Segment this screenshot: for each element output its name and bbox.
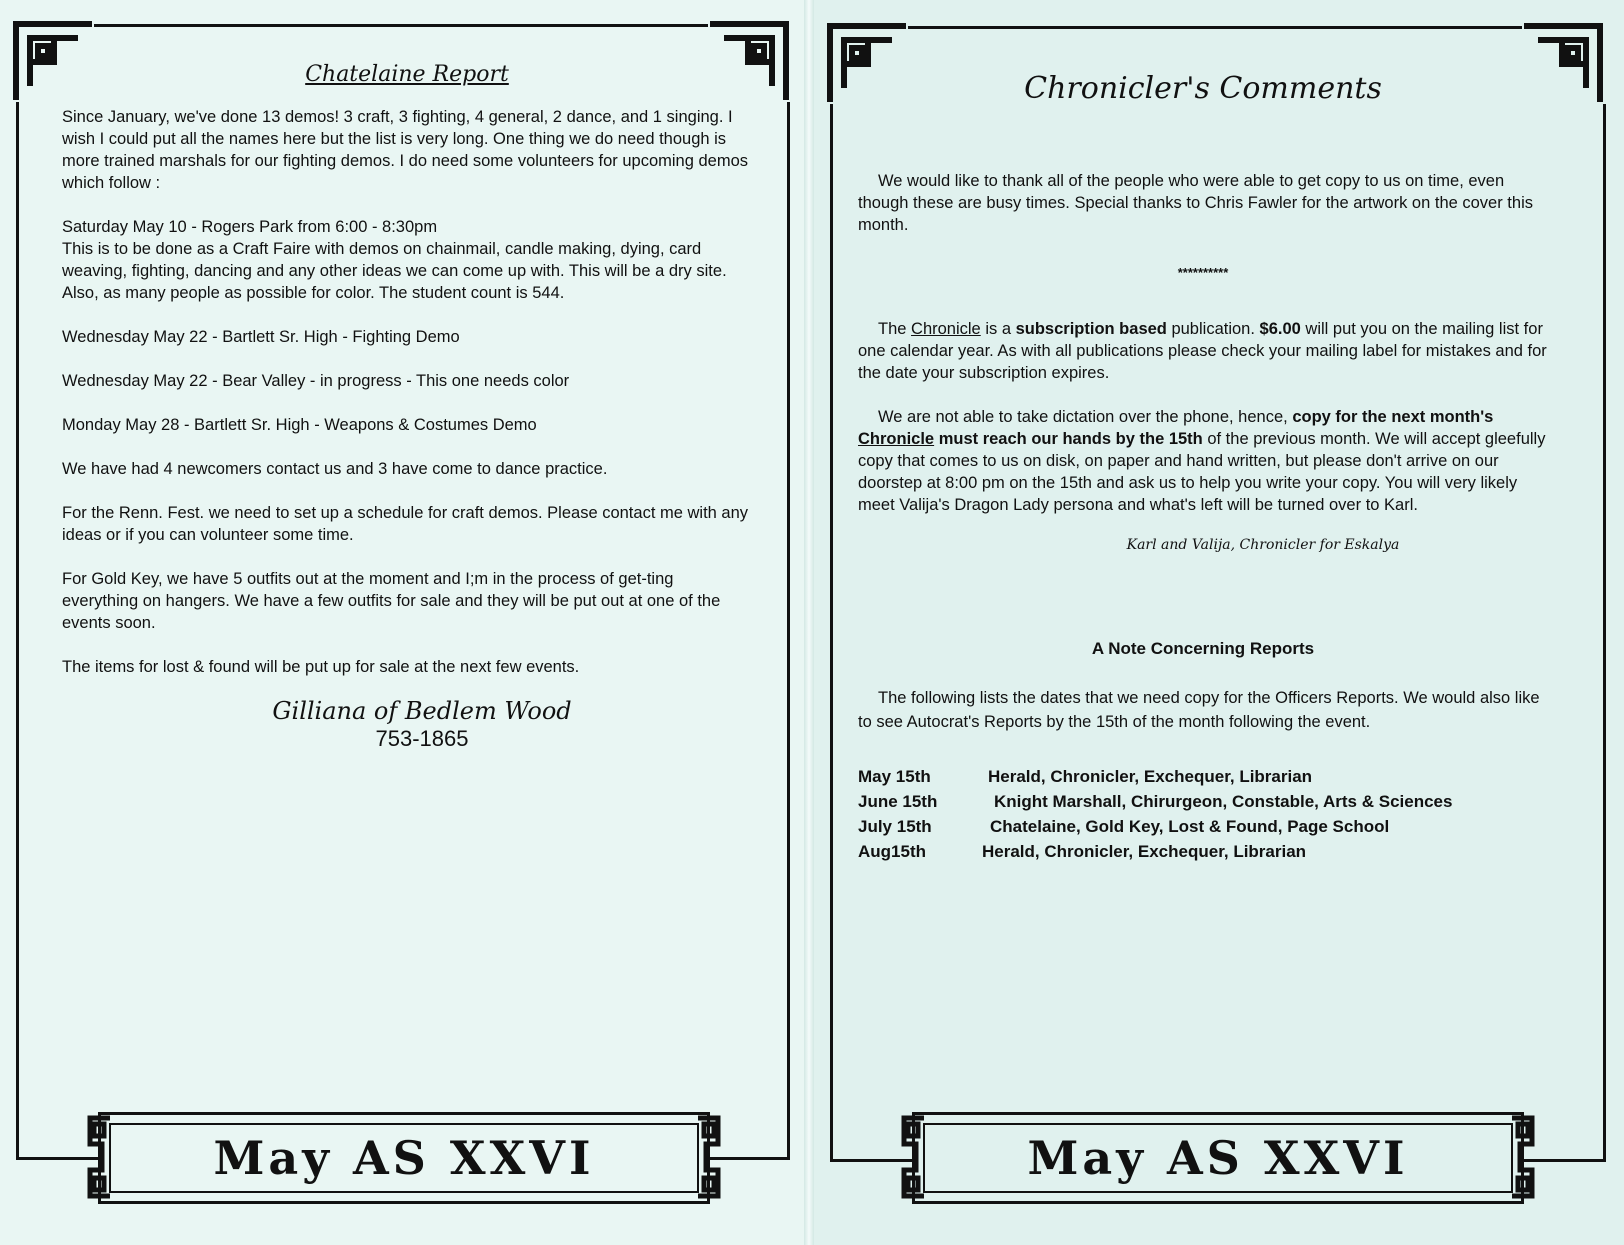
subscription-paragraph: The Chronicle is a subscription based publication. $6.00 will put you on the mailing list for one calendar year. As with all publications please check your mailing label for mistakes and for the date your subscription expires. xyxy=(858,320,1547,382)
right-footer-banner xyxy=(912,1112,1524,1204)
report-paragraph: For Gold Key, we have 5 outfits out at the moment and I;m in the process of get-ting everything on hangers. We have a few outfits for sale and they will be put out at one of the events soon. xyxy=(62,570,721,632)
signature: Gilliana of Bedlem Wood xyxy=(272,697,572,725)
report-paragraph: Since January, we've done 13 demos! 3 craft, 3 fighting, 4 general, 2 dance, and 1 singing. I wish I could put all the names here but the list is very long. One thing we do need though is more trained marshals for our fighting demos. I do need some volunteers for upcoming demos which follow : xyxy=(62,108,749,192)
report-paragraph: Monday May 28 - Bartlett Sr. High - Weapons & Costumes Demo xyxy=(62,416,537,434)
page-title: Chronicler's Comments xyxy=(1024,71,1382,106)
banner-cap-icon xyxy=(694,1114,722,1200)
report-paragraph: For the Renn. Fest. we need to set up a schedule for craft demos. Please contact me with any ideas or if you can volunteer some time. xyxy=(62,504,749,544)
banner-cap-icon xyxy=(900,1114,928,1200)
chroniclers-comments xyxy=(858,64,1548,864)
note-paragraph: The following lists the dates that we need copy for the Officers Reports. We would also like to see Autocrat's Reports by the 15th of the month following the event. xyxy=(858,689,1540,731)
report-paragraph: We have had 4 newcomers contact us and 3 have come to dance practice. xyxy=(62,460,608,478)
divider-stars: ********** xyxy=(1177,265,1229,280)
thanks-paragraph: We would like to thank all of the people who were able to get copy to us on time, even though these are busy times. Special thanks to Chris Fawler for the artwork on the cover this month. xyxy=(858,172,1533,234)
left-footer-banner xyxy=(98,1112,710,1204)
schedule-row: June 15th Knight Marshall, Chirurgeon, Constable, Arts & Sciences xyxy=(858,792,1453,811)
report-paragraph: Wednesday May 22 - Bartlett Sr. High - Fighting Demo xyxy=(62,328,460,346)
phone-number: 753-1865 xyxy=(375,726,469,751)
banner-text: May AS XXVI xyxy=(1027,1131,1409,1185)
banner-cap-icon xyxy=(1508,1114,1536,1200)
report-paragraph: Wednesday May 22 - Bear Valley - in progress - This one needs color xyxy=(62,372,570,390)
dictation-paragraph: We are not able to take dictation over the phone, hence, copy for the next month's Chronicle must reach our hands by the 15th of the previous month. We will accept gleefully copy that comes to us on disk, on paper and hand written, but please don't arrive on our doorstep at 8:00 pm on the 15th and ask us to help you write your copy. You will very likely meet Valija's Dragon Lady persona and what's left will be turned over to Karl. xyxy=(858,408,1546,514)
page-title: Chatelaine Report xyxy=(305,62,509,87)
report-paragraph: The items for lost & found will be put up for sale at the next few events. xyxy=(62,658,580,676)
page-fold xyxy=(804,0,814,1245)
schedule-row: July 15th Chatelaine, Gold Key, Lost & Found, Page School xyxy=(858,817,1390,836)
schedule-row: May 15th Herald, Chronicler, Exchequer, Librarian xyxy=(858,767,1313,786)
report-paragraph: Saturday May 10 - Rogers Park from 6:00 - 8:30pm This is to be done as a Craft Faire with demos on chainmail, candle making, dying, card weaving, fighting, dancing and any other ideas we can come up with. This will be a dry site. Also, as many people as possible for color. The student count is 544. xyxy=(62,218,727,302)
chatelaine-report xyxy=(62,64,752,750)
banner-cap-icon xyxy=(86,1114,114,1200)
banner-text: May AS XXVI xyxy=(213,1131,595,1185)
chronicler-credit: Karl and Valija, Chronicler for Eskalya xyxy=(1126,537,1400,553)
report-schedule xyxy=(858,764,1548,864)
note-title: A Note Concerning Reports xyxy=(1091,639,1315,658)
schedule-row: Aug15th Herald, Chronicler, Exchequer, Librarian xyxy=(858,842,1307,861)
